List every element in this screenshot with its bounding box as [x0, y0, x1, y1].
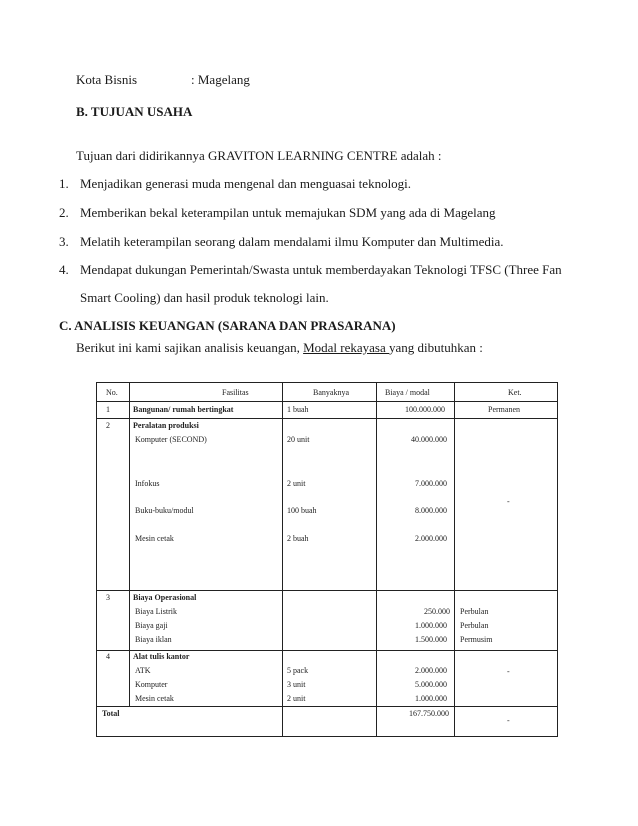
modal-rekayasa-text: Modal rekayasa: [303, 340, 390, 355]
goal-text: Mendapat dukungan Pemerintah/Swasta untuk memberdayakan Teknologi TFSC (Three Fan: [80, 262, 562, 277]
row2-ket: -: [507, 497, 510, 506]
row4-ket: -: [507, 667, 510, 676]
row4-item-cost: 2.000.000: [415, 666, 447, 675]
goal-text: Memberikan bekal keterampilan untuk memajukan SDM yang ada di Magelang: [80, 205, 496, 220]
row1-fasilitas: Bangunan/ rumah bertingkat: [133, 405, 234, 414]
row3-item-ket: Permusim: [460, 635, 493, 644]
header-ket: Ket.: [508, 388, 522, 397]
row3-item-cost: 1.000.000: [415, 621, 447, 630]
goal-number: 1.: [59, 176, 69, 191]
kota-bisnis-label: Kota Bisnis: [76, 72, 138, 87]
row2-item-qty: 100 buah: [287, 506, 317, 515]
row3-no: 3: [106, 593, 110, 602]
row1-no: 1: [106, 405, 110, 414]
row2-item-name: Mesin cetak: [135, 534, 174, 543]
row4-item-qty: 3 unit: [287, 680, 306, 689]
row4-item-name: Mesin cetak: [135, 694, 174, 703]
row2-item-qty: 2 buah: [287, 534, 309, 543]
row4-item-cost: 1.000.000: [415, 694, 447, 703]
header-biaya: Biaya / modal: [385, 388, 430, 397]
header-banyaknya: Banyaknya: [313, 388, 349, 397]
total-ket: -: [507, 716, 510, 725]
section-c-heading: C. ANALISIS KEUANGAN (SARANA DAN PRASARANA): [59, 318, 396, 333]
row3-item-ket: Perbulan: [460, 621, 489, 630]
row3-item-name: Biaya Listrik: [135, 607, 177, 616]
row2-item-name: Infokus: [135, 479, 160, 488]
goal-number: 3.: [59, 234, 69, 249]
header-fasilitas: Fasilitas: [222, 388, 249, 397]
row2-item-name: Buku-buku/modul: [135, 506, 194, 515]
row2-item-qty: 20 unit: [287, 435, 310, 444]
row1-biaya: 100.000.000: [405, 405, 445, 414]
intro-text-end: yang dibutuhkan :: [389, 340, 483, 355]
row4-item-name: Komputer: [135, 680, 168, 689]
row3-item-cost: 1.500.000: [415, 635, 447, 644]
financial-table: [96, 382, 558, 737]
intro-text: Berikut ini kami sajikan analisis keuangan,: [76, 340, 304, 355]
row1-banyaknya: 1 buah: [287, 405, 309, 414]
row3-item-name: Biaya gaji: [135, 621, 168, 630]
row4-no: 4: [106, 652, 110, 661]
row2-item-cost: 8.000.000: [415, 506, 447, 515]
row2-no: 2: [106, 421, 110, 430]
row4-item-qty: 2 unit: [287, 694, 306, 703]
section-c-intro: [76, 340, 483, 356]
row2-item-cost: 7.000.000: [415, 479, 447, 488]
row4-item-cost: 5.000.000: [415, 680, 447, 689]
total-value: 167.750.000: [409, 709, 449, 718]
section-b-heading: B. TUJUAN USAHA: [76, 104, 193, 119]
row3-title: Biaya Operasional: [133, 593, 197, 602]
row3-item-cost: 250.000: [424, 607, 450, 616]
row2-item-cost: 40.000.000: [411, 435, 447, 444]
row2-title: Peralatan produksi: [133, 421, 199, 430]
row4-item-name: ATK: [135, 666, 151, 675]
row3-item-name: Biaya iklan: [135, 635, 172, 644]
goal-text: Melatih keterampilan seorang dalam mendalami ilmu Komputer dan Multimedia.: [80, 234, 504, 249]
row1-ket: Permanen: [488, 405, 520, 414]
total-label: Total: [102, 709, 120, 718]
row2-item-name: Komputer (SECOND): [135, 435, 207, 444]
kota-bisnis-value: : Magelang: [191, 72, 250, 87]
goal-number: 2.: [59, 205, 69, 220]
row2-item-qty: 2 unit: [287, 479, 306, 488]
section-b-intro: Tujuan dari didirikannya GRAVITON LEARNING CENTRE adalah :: [76, 148, 442, 163]
goal-text: Menjadikan generasi muda mengenal dan menguasai teknologi.: [80, 176, 412, 191]
goal-text-continued: Smart Cooling) dan hasil produk teknologi lain.: [80, 290, 329, 305]
row4-item-qty: 5 pack: [287, 666, 309, 675]
row4-title: Alat tulis kantor: [133, 652, 190, 661]
goal-number: 4.: [59, 262, 69, 277]
row2-item-cost: 2.000.000: [415, 534, 447, 543]
header-no: No.: [106, 388, 118, 397]
row3-item-ket: Perbulan: [460, 607, 489, 616]
